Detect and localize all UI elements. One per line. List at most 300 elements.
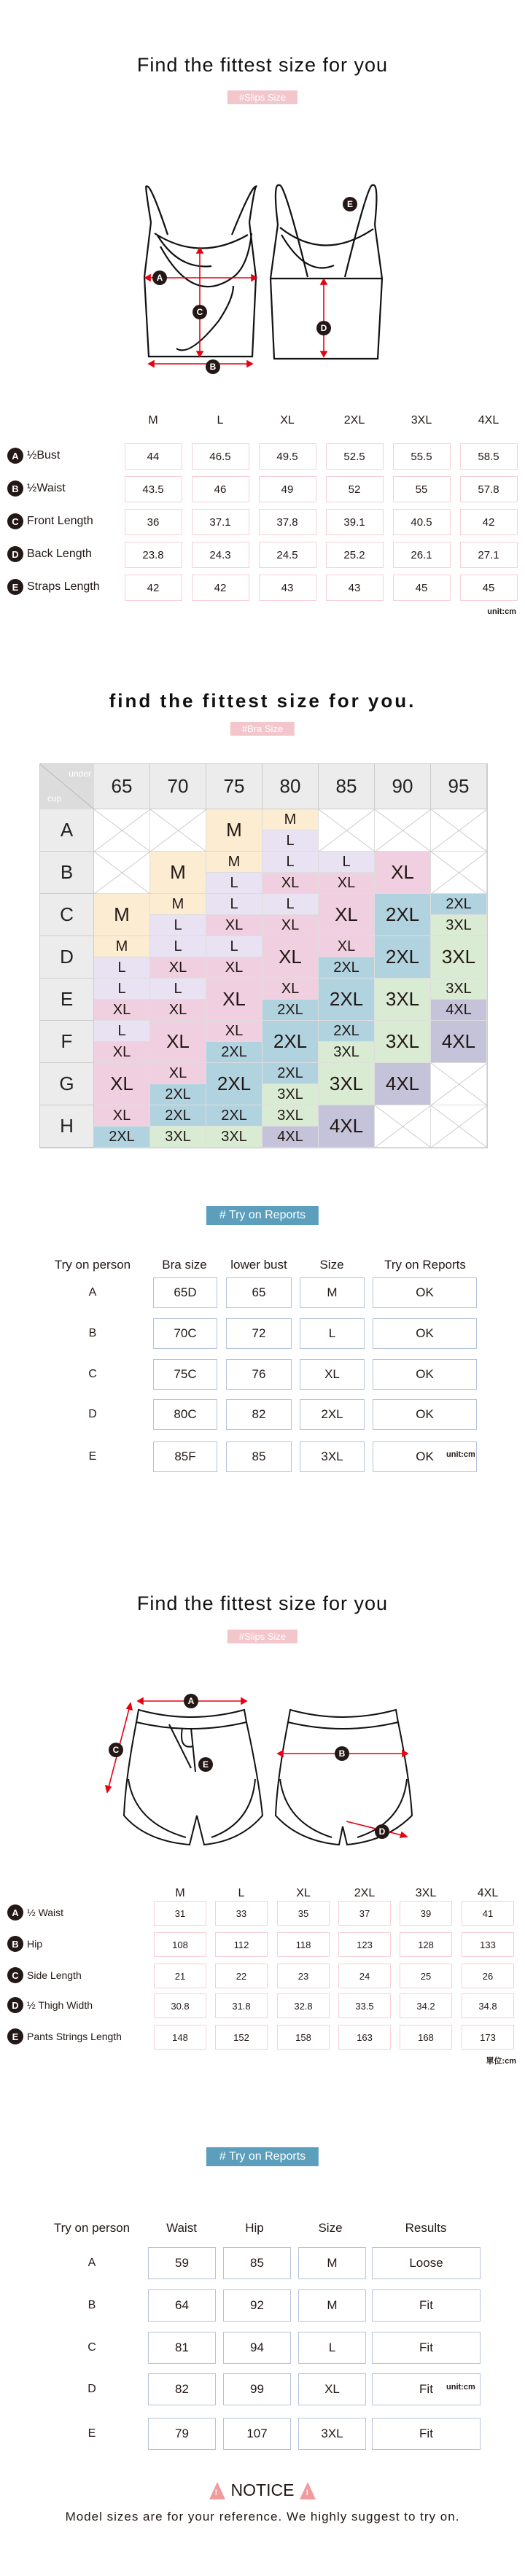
size-header: 4XL [477,1887,499,1899]
column-header: Bra size [162,1258,207,1272]
measurement-value: 36 [125,509,182,535]
measurement-value: 158 [277,2025,330,2050]
measurement-value: 24 [338,1964,391,1988]
size-header: L [238,1887,245,1899]
grid-cell-unavailable [150,809,206,852]
measurement-name: Back Length [27,548,92,560]
size-option: L [262,852,318,872]
measurement-value: 57.8 [460,476,518,502]
measurement-value: 43.5 [125,476,182,502]
size-option: 4XL [375,1063,430,1105]
grid-cell-unavailable [431,809,487,852]
grid-cell [375,894,431,936]
measurement-value: 34.8 [462,1993,514,2018]
size-option: XL [94,999,149,1020]
letter-c-icon: C [7,1967,23,1983]
grid-cell [319,1063,375,1105]
shorts-label-c: C [112,1745,120,1755]
measurement-value: 49.5 [259,443,316,470]
cross-icon [375,1105,431,1148]
size-option: XL [319,936,374,957]
grid-cell [431,978,487,1021]
measurement-label [7,1967,82,1983]
size-option: 2XL [431,894,486,914]
size-option: 2XL [319,957,374,978]
column-header: Size [318,2221,343,2235]
grid-cell [94,1021,150,1063]
slips-size-badge: #Slips Size [228,90,298,104]
measurement-value: 37.1 [192,509,249,535]
person-label: C [88,2341,96,2354]
person-label: D [88,1408,97,1420]
size-option: M [150,894,206,914]
measurement-value: 52 [326,476,384,502]
letter-b-icon: B [7,1936,23,1952]
measurement-value: 30.8 [154,1993,206,2018]
measurement-value: 55.5 [393,443,451,470]
unit-label: unit:cm [446,2383,475,2392]
bra-size-grid [39,763,488,1148]
measurement-label [7,2028,122,2044]
notice-title: NOTICE [230,2480,295,2499]
grid-corner [40,764,94,809]
try-on-reports-badge-bottom: # Try on Reports [206,2147,319,2166]
report-value: 70C [153,1318,217,1349]
size-header: 4XL [478,414,499,427]
size-option: M [150,852,206,893]
size-option: M [206,809,262,851]
size-option: L [150,978,206,999]
letter-d-icon: D [7,1997,23,2013]
measurement-value: 118 [277,1932,330,1957]
diagram-label-d: D [320,323,327,333]
under-bust-header: 95 [431,764,487,809]
grid-cell-unavailable [319,809,375,852]
size-option: L [94,978,149,999]
size-header: L [217,414,224,427]
grid-cell [375,936,431,978]
size-option: M [206,852,262,872]
report-value: 75C [153,1359,217,1390]
measurement-label [7,1997,93,2013]
size-option: XL [262,978,318,999]
measurement-label [7,579,100,595]
grid-cell [262,1021,319,1063]
measurement-value: 34.2 [400,1993,452,2018]
size-option: M [94,894,149,935]
cup-header: A [40,809,94,852]
try-on-reports-badge: # Try on Reports [206,1206,319,1225]
measurement-value: 33 [215,1901,268,1926]
grid-cell [150,978,206,1021]
grid-cell [319,852,375,894]
size-header: XL [296,1887,311,1899]
grid-cell [206,894,262,936]
report-value: OK [373,1399,477,1430]
measurement-value: 39.1 [326,509,384,535]
report-value: 85F [153,1441,217,1472]
measurement-name: Side Length [27,1969,82,1981]
measurement-value: 123 [338,1932,391,1957]
grid-cell-unavailable [431,1105,487,1148]
person-label: D [88,2383,96,2395]
size-option: XL [150,957,206,978]
grid-cell [94,894,150,936]
size-option: 4XL [262,1126,318,1147]
shorts-label-e: E [202,1759,209,1770]
letter-e-icon: E [7,2028,23,2044]
cross-icon [431,852,487,894]
grid-cell [319,1105,375,1148]
grid-cell [150,1021,206,1063]
measurement-value: 148 [154,2025,206,2050]
measurement-value: 128 [400,1932,452,1957]
grid-cell [206,936,262,978]
shorts-slips-size-badge: #Slips Size [228,1630,298,1643]
person-label: E [88,2427,96,2440]
report-value: 65D [153,1277,217,1308]
column-header: Try on person [53,2221,131,2235]
size-header: 3XL [411,414,432,427]
cross-icon [94,852,150,894]
size-header: 3XL [415,1887,437,1899]
measurement-value: 23 [277,1964,330,1988]
measurement-value: 173 [462,2025,514,2050]
person-label: A [88,1286,97,1299]
size-option: XL [150,1063,206,1083]
under-bust-header: 90 [375,764,431,809]
cross-icon [150,809,206,852]
measurement-value: 46 [192,476,249,502]
shorts-label-a: A [187,1696,195,1706]
grid-cell [375,1063,431,1105]
size-option: XL [206,1021,262,1041]
size-option: XL [262,936,318,978]
person-label: C [88,1368,97,1380]
size-option: L [262,830,318,851]
measurement-name: Straps Length [27,580,100,593]
report-value: 107 [223,2418,291,2450]
measurement-value: 42 [460,509,518,535]
report-value: 3XL [298,2418,366,2450]
size-option: 2XL [319,1021,374,1041]
report-value: 81 [148,2332,216,2364]
warning-triangle-icon: ! [209,2482,225,2499]
size-option: 2XL [262,1063,318,1083]
notice-heading [0,2480,525,2500]
corner-cup-label: cup [47,793,62,803]
letter-b-icon: B [7,480,23,497]
size-option: 3XL [431,978,486,999]
report-value: OK [373,1277,477,1308]
grid-cell [206,1105,262,1148]
size-option: 3XL [262,1105,318,1126]
size-option: 2XL [206,1063,262,1105]
measurement-value: 55 [393,476,451,502]
measurement-value: 40.5 [393,509,451,535]
cross-icon [319,809,375,852]
diagram-label-a: A [156,273,163,283]
report-value: L [300,1318,365,1349]
bra-size-badge: #Bra Size [230,722,295,736]
size-option: L [94,957,149,978]
letter-a-icon: A [7,1904,23,1921]
grid-cell [94,936,150,978]
measurement-value: 37.8 [259,509,316,535]
grid-cell [94,1063,150,1105]
measurement-value: 163 [338,2025,391,2050]
report-value: 85 [226,1441,292,1472]
report-value: M [298,2247,366,2279]
shorts-diagram [0,1677,525,1852]
measurement-name: ½Bust [27,449,61,462]
measurement-value: 31.8 [215,1993,268,2018]
cup-header: C [40,894,94,936]
report-value: 99 [223,2373,291,2405]
measurement-label [7,546,92,562]
size-option: XL [150,999,206,1020]
grid-cell [94,1105,150,1148]
column-header: Try on person [54,1258,131,1272]
size-option: 3XL [319,1041,374,1062]
size-option: 2XL [319,978,374,1020]
grid-cell [150,1063,206,1105]
report-value: 94 [223,2332,291,2364]
report-value: M [298,2289,366,2322]
unit-label: unit:cm [487,607,516,616]
grid-cell-unavailable [431,1063,487,1105]
column-header: Hip [245,2221,264,2235]
report-value: XL [300,1359,365,1390]
diagram-label-b: B [209,362,217,372]
report-value: OK [373,1441,477,1472]
size-header: XL [280,414,295,427]
letter-e-icon: E [7,579,23,595]
measurement-value: 44 [125,443,182,470]
size-option: 2XL [150,1105,206,1126]
measurement-value: 152 [215,2025,268,2050]
report-value: M [300,1277,365,1308]
grid-cell-unavailable [375,1105,431,1148]
under-bust-header: 75 [206,764,262,809]
size-option: 2XL [206,1041,262,1062]
grid-cell [319,1021,375,1063]
warning-triangle-icon: ! [300,2482,316,2499]
report-value: 79 [148,2418,216,2450]
cup-header: D [40,936,94,978]
person-label: B [88,2299,96,2311]
measurement-value: 39 [400,1901,452,1926]
report-value: Fit [372,2418,481,2450]
measurement-value: 25.2 [326,542,384,568]
size-option: XL [375,852,430,893]
diagram-label-e: E [346,199,354,209]
slip-top-diagram [0,160,525,379]
size-option: 3XL [150,1126,206,1147]
cup-header: F [40,1021,94,1063]
size-option: XL [206,914,262,935]
measurement-value: 25 [400,1964,452,1988]
size-option: 2XL [375,936,430,978]
cup-header: B [40,852,94,894]
report-value: L [298,2332,366,2364]
size-option: 4XL [431,1021,486,1062]
column-header: Waist [166,2221,197,2235]
size-option: 3XL [431,936,486,978]
under-bust-header: 85 [319,764,375,809]
report-value: 82 [148,2373,216,2405]
measurement-value: 32.8 [277,1993,330,2018]
shorts-label-d: D [378,1826,386,1837]
size-header: 2XL [343,414,365,427]
size-option: 4XL [319,1105,374,1147]
grid-cell [262,809,319,852]
grid-cell [206,1063,262,1105]
size-option: 3XL [262,1083,318,1105]
corner-under-label: under [69,768,91,779]
measurement-value: 49 [259,476,316,502]
grid-cell [206,852,262,894]
size-option: XL [206,957,262,978]
column-header: Size [319,1258,344,1272]
size-option: 2XL [262,1021,318,1062]
grid-cell [150,936,206,978]
size-option: L [206,936,262,957]
measurement-value: 42 [125,575,182,601]
measurement-value: 21 [154,1964,206,1988]
measurement-value: 168 [400,2025,452,2050]
grid-cell [431,936,487,978]
size-option: L [262,894,318,914]
cup-header: E [40,978,94,1021]
measurement-value: 24.3 [192,542,249,568]
measurement-value: 52.5 [326,443,384,470]
size-option: 2XL [206,1105,262,1126]
column-header: Results [405,2221,447,2235]
under-bust-header: 80 [262,764,319,809]
size-header: 2XL [354,1887,376,1899]
size-option: L [94,1021,149,1041]
report-value: 65 [226,1277,292,1308]
report-value: 82 [226,1399,292,1430]
letter-c-icon: C [7,513,23,529]
report-value: 59 [148,2247,216,2279]
measurement-value: 42 [192,575,249,601]
size-option: 2XL [150,1083,206,1105]
grid-cell-unavailable [375,809,431,852]
size-option: XL [262,914,318,935]
size-option: XL [94,1105,149,1126]
letter-a-icon: A [7,448,23,464]
report-value: Fit [372,2332,481,2364]
size-option: M [94,936,149,957]
measurement-value: 37 [338,1901,391,1926]
grid-cell [206,1021,262,1063]
cross-icon [431,1063,487,1105]
measurement-value: 26 [462,1964,514,1988]
measurement-label [7,480,66,497]
size-option: L [206,894,262,914]
grid-cell [206,809,262,852]
measurement-name: ½ Thigh Width [27,1999,93,2011]
report-value: 92 [223,2289,291,2322]
size-option: 3XL [319,1063,374,1105]
report-value: Loose [372,2247,481,2279]
grid-cell [319,936,375,978]
grid-cell [375,978,431,1021]
size-option: XL [94,1063,149,1105]
grid-cell [431,1021,487,1063]
measurement-value: 43 [259,575,316,601]
size-option: 3XL [431,914,486,935]
size-option: M [262,809,318,830]
measurement-value: 58.5 [460,443,518,470]
size-option: 4XL [431,999,486,1020]
grid-cell [319,894,375,936]
cup-header: H [40,1105,94,1148]
person-label: E [88,1450,97,1463]
size-option: L [319,852,374,872]
unit-label: 單位:cm [486,2057,516,2066]
measurement-label [7,1936,42,1952]
measurement-name: Hip [27,1938,43,1950]
size-option: 2XL [375,894,430,935]
measurement-label [7,513,93,529]
measurement-name: Front Length [27,515,93,527]
size-option: L [150,936,206,957]
measurement-value: 108 [154,1932,206,1957]
grid-cell [262,1063,319,1105]
measurement-value: 27.1 [460,542,518,568]
measurement-label [7,1904,63,1921]
grid-cell [262,1105,319,1148]
column-header: lower bust [230,1258,287,1272]
grid-cell [206,978,262,1021]
grid-cell [150,1105,206,1148]
grid-cell-unavailable [94,852,150,894]
grid-cell [262,894,319,936]
report-value: OK [373,1359,477,1390]
under-bust-header: 70 [150,764,206,809]
measurement-value: 24.5 [259,542,316,568]
shorts-label-b: B [338,1748,346,1759]
cross-icon [94,809,150,852]
report-value: 72 [226,1318,292,1349]
size-option: XL [262,872,318,893]
report-value: 3XL [300,1441,365,1472]
grid-cell-unavailable [94,809,150,852]
column-header: Try on Reports [384,1258,466,1272]
letter-d-icon: D [7,546,23,562]
cup-header: G [40,1063,94,1105]
size-option: XL [319,872,374,893]
measurement-value: 45 [460,575,518,601]
size-option: XL [319,894,374,935]
size-option: 2XL [94,1126,149,1147]
grid-cell-unavailable [431,852,487,894]
measurement-value: 46.5 [192,443,249,470]
cross-icon [375,809,431,852]
report-value: 64 [148,2289,216,2322]
measurement-value: 112 [215,1932,268,1957]
grid-cell [262,978,319,1021]
shorts-size-title: Find the fittest size for you [136,1592,389,1614]
grid-cell [94,978,150,1021]
report-value: OK [373,1318,477,1349]
report-value: Fit [372,2289,481,2322]
person-label: A [88,2257,96,2269]
measurement-value: 43 [326,575,384,601]
